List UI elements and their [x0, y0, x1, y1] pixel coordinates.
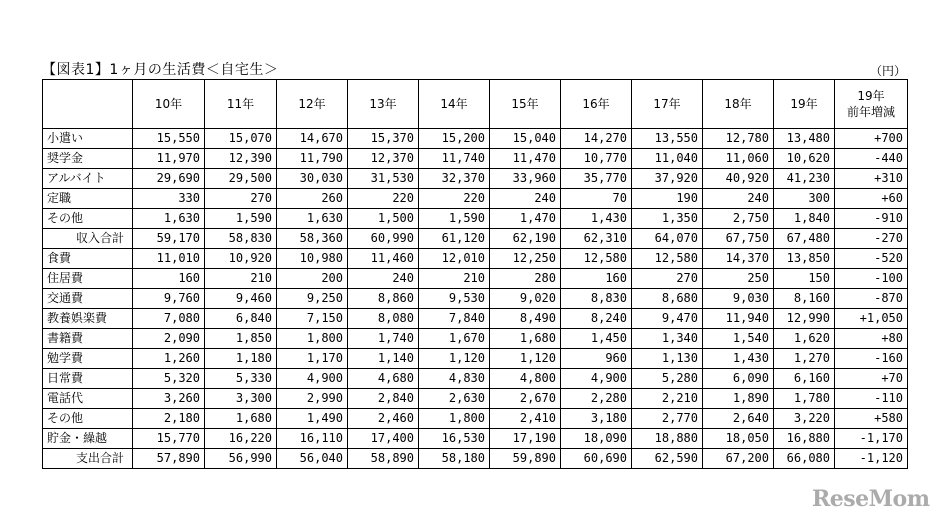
- value-cell: 270: [205, 189, 277, 209]
- change-cell: -100: [835, 269, 908, 289]
- value-cell: 15,550: [133, 129, 205, 149]
- value-cell: 4,680: [348, 369, 419, 389]
- value-cell: 1,630: [133, 209, 205, 229]
- value-cell: 60,690: [561, 449, 632, 469]
- value-cell: 7,840: [419, 309, 490, 329]
- value-cell: 15,070: [205, 129, 277, 149]
- change-cell: +310: [835, 169, 908, 189]
- value-cell: 1,270: [774, 349, 835, 369]
- value-cell: 62,310: [561, 229, 632, 249]
- value-cell: 12,370: [348, 149, 419, 169]
- value-cell: 2,770: [632, 409, 703, 429]
- value-cell: 10,620: [774, 149, 835, 169]
- value-cell: 2,460: [348, 409, 419, 429]
- value-cell: 9,020: [490, 289, 561, 309]
- value-cell: 5,330: [205, 369, 277, 389]
- watermark-logo: ReseMom: [812, 486, 930, 512]
- value-cell: 9,470: [632, 309, 703, 329]
- value-cell: 33,960: [490, 169, 561, 189]
- value-cell: 210: [205, 269, 277, 289]
- value-cell: 9,030: [703, 289, 774, 309]
- value-cell: 1,800: [277, 329, 348, 349]
- total-row: [43, 449, 908, 469]
- table-row: [43, 429, 908, 449]
- value-cell: 41,230: [774, 169, 835, 189]
- table-body: [43, 80, 908, 469]
- value-cell: 13,850: [774, 249, 835, 269]
- change-header: [835, 80, 908, 129]
- value-cell: 12,580: [561, 249, 632, 269]
- value-cell: 31,530: [348, 169, 419, 189]
- value-cell: 2,990: [277, 389, 348, 409]
- value-cell: 58,180: [419, 449, 490, 469]
- value-cell: 260: [277, 189, 348, 209]
- value-cell: 58,360: [277, 229, 348, 249]
- value-cell: 15,770: [133, 429, 205, 449]
- year-header: 10年: [133, 80, 205, 129]
- unit-label: （円）: [870, 64, 907, 78]
- value-cell: 5,320: [133, 369, 205, 389]
- value-cell: 11,470: [490, 149, 561, 169]
- value-cell: 59,890: [490, 449, 561, 469]
- value-cell: 17,190: [490, 429, 561, 449]
- row-label: 交通費: [43, 289, 133, 309]
- value-cell: 2,840: [348, 389, 419, 409]
- value-cell: 11,040: [632, 149, 703, 169]
- value-cell: 40,920: [703, 169, 774, 189]
- value-cell: 1,430: [561, 209, 632, 229]
- row-label: 教養娯楽費: [43, 309, 133, 329]
- table-row: [43, 329, 908, 349]
- value-cell: 35,770: [561, 169, 632, 189]
- year-header: 17年: [632, 80, 703, 129]
- value-cell: 11,970: [133, 149, 205, 169]
- year-header: 14年: [419, 80, 490, 129]
- value-cell: 1,260: [133, 349, 205, 369]
- value-cell: 67,750: [703, 229, 774, 249]
- table-row: [43, 129, 908, 149]
- value-cell: 12,990: [774, 309, 835, 329]
- value-cell: 1,140: [348, 349, 419, 369]
- value-cell: 9,460: [205, 289, 277, 309]
- value-cell: 1,620: [774, 329, 835, 349]
- table-row: [43, 249, 908, 269]
- value-cell: 11,060: [703, 149, 774, 169]
- value-cell: 4,800: [490, 369, 561, 389]
- value-cell: 2,750: [703, 209, 774, 229]
- value-cell: 1,490: [277, 409, 348, 429]
- value-cell: 1,450: [561, 329, 632, 349]
- value-cell: 56,990: [205, 449, 277, 469]
- value-cell: 59,170: [133, 229, 205, 249]
- value-cell: 67,480: [774, 229, 835, 249]
- value-cell: 2,280: [561, 389, 632, 409]
- value-cell: 4,900: [561, 369, 632, 389]
- value-cell: 1,350: [632, 209, 703, 229]
- value-cell: 29,500: [205, 169, 277, 189]
- value-cell: 13,480: [774, 129, 835, 149]
- value-cell: 15,370: [348, 129, 419, 149]
- value-cell: 190: [632, 189, 703, 209]
- row-label: 電話代: [43, 389, 133, 409]
- value-cell: 12,580: [632, 249, 703, 269]
- value-cell: 10,770: [561, 149, 632, 169]
- value-cell: 16,220: [205, 429, 277, 449]
- value-cell: 14,370: [703, 249, 774, 269]
- value-cell: 2,630: [419, 389, 490, 409]
- year-header: 13年: [348, 80, 419, 129]
- value-cell: 11,790: [277, 149, 348, 169]
- value-cell: 62,190: [490, 229, 561, 249]
- value-cell: 1,170: [277, 349, 348, 369]
- value-cell: 17,400: [348, 429, 419, 449]
- value-cell: 2,090: [133, 329, 205, 349]
- value-cell: 1,120: [419, 349, 490, 369]
- table-title: 【図表1】1ヶ月の生活費＜自宅生＞: [42, 62, 279, 78]
- row-label: 貯金・繰越: [43, 429, 133, 449]
- value-cell: 1,740: [348, 329, 419, 349]
- value-cell: 8,080: [348, 309, 419, 329]
- value-cell: 1,840: [774, 209, 835, 229]
- value-cell: 7,080: [133, 309, 205, 329]
- value-cell: 1,630: [277, 209, 348, 229]
- change-cell: -160: [835, 349, 908, 369]
- value-cell: 70: [561, 189, 632, 209]
- value-cell: 1,590: [205, 209, 277, 229]
- value-cell: 8,160: [774, 289, 835, 309]
- value-cell: 6,160: [774, 369, 835, 389]
- change-cell: -870: [835, 289, 908, 309]
- total-row: [43, 229, 908, 249]
- value-cell: 4,830: [419, 369, 490, 389]
- value-cell: 16,880: [774, 429, 835, 449]
- change-cell: +60: [835, 189, 908, 209]
- row-label: その他: [43, 209, 133, 229]
- value-cell: 57,890: [133, 449, 205, 469]
- value-cell: 18,880: [632, 429, 703, 449]
- change-header-line: 前年増減: [846, 105, 895, 119]
- value-cell: 15,200: [419, 129, 490, 149]
- value-cell: 1,590: [419, 209, 490, 229]
- row-label: 奨学金: [43, 149, 133, 169]
- value-cell: 8,860: [348, 289, 419, 309]
- value-cell: 160: [133, 269, 205, 289]
- year-header: 11年: [205, 80, 277, 129]
- living-cost-table: [42, 79, 908, 469]
- value-cell: 1,500: [348, 209, 419, 229]
- value-cell: 1,120: [490, 349, 561, 369]
- value-cell: 1,430: [703, 349, 774, 369]
- change-header-line: 19年: [857, 89, 885, 103]
- value-cell: 280: [490, 269, 561, 289]
- value-cell: 1,540: [703, 329, 774, 349]
- year-header: 15年: [490, 80, 561, 129]
- value-cell: 8,490: [490, 309, 561, 329]
- value-cell: 7,150: [277, 309, 348, 329]
- change-cell: -910: [835, 209, 908, 229]
- value-cell: 60,990: [348, 229, 419, 249]
- table-row: [43, 169, 908, 189]
- value-cell: 1,130: [632, 349, 703, 369]
- change-cell: +1,050: [835, 309, 908, 329]
- change-cell: +700: [835, 129, 908, 149]
- row-label: アルバイト: [43, 169, 133, 189]
- value-cell: 1,890: [703, 389, 774, 409]
- change-cell: +70: [835, 369, 908, 389]
- value-cell: 4,900: [277, 369, 348, 389]
- value-cell: 1,800: [419, 409, 490, 429]
- value-cell: 220: [348, 189, 419, 209]
- value-cell: 2,640: [703, 409, 774, 429]
- value-cell: 240: [490, 189, 561, 209]
- change-cell: -1,170: [835, 429, 908, 449]
- change-cell: -520: [835, 249, 908, 269]
- value-cell: 62,590: [632, 449, 703, 469]
- value-cell: 210: [419, 269, 490, 289]
- value-cell: 67,200: [703, 449, 774, 469]
- value-cell: 15,040: [490, 129, 561, 149]
- value-cell: 14,670: [277, 129, 348, 149]
- row-label: その他: [43, 409, 133, 429]
- table-row: [43, 149, 908, 169]
- value-cell: 56,040: [277, 449, 348, 469]
- table-row: [43, 349, 908, 369]
- value-cell: 1,780: [774, 389, 835, 409]
- value-cell: 13,550: [632, 129, 703, 149]
- value-cell: 18,050: [703, 429, 774, 449]
- value-cell: 2,670: [490, 389, 561, 409]
- value-cell: 9,530: [419, 289, 490, 309]
- value-cell: 200: [277, 269, 348, 289]
- change-cell: -270: [835, 229, 908, 249]
- table-row: [43, 409, 908, 429]
- value-cell: 12,250: [490, 249, 561, 269]
- value-cell: 11,940: [703, 309, 774, 329]
- value-cell: 10,980: [277, 249, 348, 269]
- value-cell: 330: [133, 189, 205, 209]
- value-cell: 2,210: [632, 389, 703, 409]
- value-cell: 14,270: [561, 129, 632, 149]
- value-cell: 11,460: [348, 249, 419, 269]
- value-cell: 3,300: [205, 389, 277, 409]
- value-cell: 37,920: [632, 169, 703, 189]
- value-cell: 10,920: [205, 249, 277, 269]
- row-label: 支出合計: [43, 449, 133, 469]
- value-cell: 8,680: [632, 289, 703, 309]
- table-row: [43, 309, 908, 329]
- year-header: 16年: [561, 80, 632, 129]
- value-cell: 300: [774, 189, 835, 209]
- value-cell: 12,780: [703, 129, 774, 149]
- row-label: 定職: [43, 189, 133, 209]
- value-cell: 6,090: [703, 369, 774, 389]
- value-cell: 58,890: [348, 449, 419, 469]
- change-cell: -440: [835, 149, 908, 169]
- value-cell: 29,690: [133, 169, 205, 189]
- header-row: [43, 80, 908, 129]
- value-cell: 6,840: [205, 309, 277, 329]
- value-cell: 11,010: [133, 249, 205, 269]
- value-cell: 9,250: [277, 289, 348, 309]
- value-cell: 12,010: [419, 249, 490, 269]
- value-cell: 16,530: [419, 429, 490, 449]
- value-cell: 2,410: [490, 409, 561, 429]
- value-cell: 1,470: [490, 209, 561, 229]
- row-label: 小遣い: [43, 129, 133, 149]
- change-cell: -1,120: [835, 449, 908, 469]
- value-cell: 11,740: [419, 149, 490, 169]
- value-cell: 270: [632, 269, 703, 289]
- value-cell: 1,680: [205, 409, 277, 429]
- value-cell: 240: [348, 269, 419, 289]
- value-cell: 220: [419, 189, 490, 209]
- table-row: [43, 269, 908, 289]
- value-cell: 1,340: [632, 329, 703, 349]
- value-cell: 30,030: [277, 169, 348, 189]
- value-cell: 960: [561, 349, 632, 369]
- year-header: 12年: [277, 80, 348, 129]
- value-cell: 32,370: [419, 169, 490, 189]
- value-cell: 61,120: [419, 229, 490, 249]
- value-cell: 250: [703, 269, 774, 289]
- year-header: 19年: [774, 80, 835, 129]
- change-cell: +80: [835, 329, 908, 349]
- value-cell: 66,080: [774, 449, 835, 469]
- table-row: [43, 209, 908, 229]
- corner-cell: [43, 80, 133, 129]
- value-cell: 150: [774, 269, 835, 289]
- value-cell: 3,260: [133, 389, 205, 409]
- value-cell: 5,280: [632, 369, 703, 389]
- change-cell: +580: [835, 409, 908, 429]
- table-row: [43, 389, 908, 409]
- row-label: 日常費: [43, 369, 133, 389]
- value-cell: 1,180: [205, 349, 277, 369]
- row-label: 書籍費: [43, 329, 133, 349]
- value-cell: 1,850: [205, 329, 277, 349]
- value-cell: 1,670: [419, 329, 490, 349]
- value-cell: 12,390: [205, 149, 277, 169]
- value-cell: 2,180: [133, 409, 205, 429]
- year-header: 18年: [703, 80, 774, 129]
- table-row: [43, 189, 908, 209]
- value-cell: 8,240: [561, 309, 632, 329]
- row-label: 勉学費: [43, 349, 133, 369]
- table-row: [43, 369, 908, 389]
- row-label: 住居費: [43, 269, 133, 289]
- value-cell: 240: [703, 189, 774, 209]
- value-cell: 3,220: [774, 409, 835, 429]
- table-row: [43, 289, 908, 309]
- row-label: 収入合計: [43, 229, 133, 249]
- value-cell: 3,180: [561, 409, 632, 429]
- value-cell: 160: [561, 269, 632, 289]
- value-cell: 64,070: [632, 229, 703, 249]
- row-label: 食費: [43, 249, 133, 269]
- value-cell: 9,760: [133, 289, 205, 309]
- value-cell: 8,830: [561, 289, 632, 309]
- value-cell: 1,680: [490, 329, 561, 349]
- value-cell: 18,090: [561, 429, 632, 449]
- change-cell: -110: [835, 389, 908, 409]
- value-cell: 58,830: [205, 229, 277, 249]
- value-cell: 16,110: [277, 429, 348, 449]
